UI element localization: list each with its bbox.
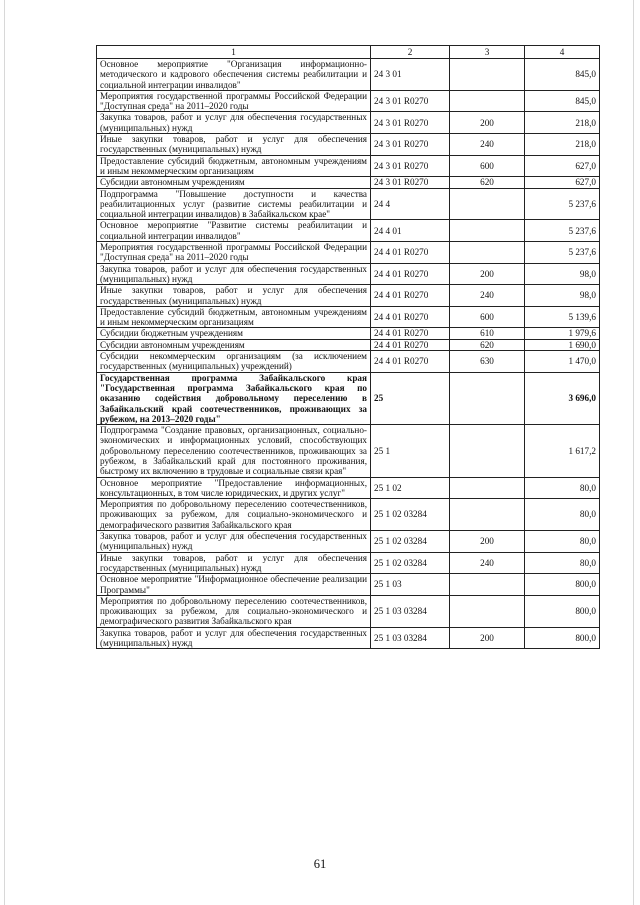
- table-row: [97, 112, 600, 134]
- row-amount: 3 696,0: [525, 372, 600, 424]
- row-amount: 5 139,6: [525, 306, 600, 328]
- row-amount: 218,0: [525, 134, 600, 156]
- table-row: [97, 351, 600, 373]
- row-name: Предоставление субсидий бюджетным, автономным учреждениям и иным некоммерческим организациям: [97, 306, 371, 328]
- row-name: Основное мероприятие "Информационное обеспечение реализации Программы": [97, 574, 371, 596]
- table-row: [97, 263, 600, 285]
- row-expense-type: 610: [450, 328, 525, 339]
- row-amount: 1 690,0: [525, 339, 600, 350]
- row-amount: 98,0: [525, 285, 600, 307]
- table-row: [97, 220, 600, 242]
- table-row: [97, 285, 600, 307]
- row-name: Мероприятия по добровольному переселению соотечественников, проживающих за рубежом, для социально-экономического и демографического развития Забайкальского края: [97, 499, 371, 531]
- row-name: Предоставление субсидий бюджетным, автономным учреждениям и иным некоммерческим организациям: [97, 155, 371, 177]
- row-expense-type: [450, 425, 525, 477]
- row-expense-type: [450, 595, 525, 627]
- row-expense-type: 600: [450, 155, 525, 177]
- row-name: Иные закупки товаров, работ и услуг для обеспечения государственных (муниципальных) нужд: [97, 552, 371, 574]
- row-code: 24 4 01 R0270: [371, 306, 450, 328]
- row-name: Закупка товаров, работ и услуг для обеспечения государственных (муниципальных) нужд: [97, 531, 371, 553]
- header-col-3: 3: [450, 46, 525, 59]
- row-expense-type: 240: [450, 285, 525, 307]
- row-amount: 845,0: [525, 90, 600, 112]
- row-amount: 80,0: [525, 499, 600, 531]
- row-amount: 218,0: [525, 112, 600, 134]
- table-row: [97, 155, 600, 177]
- row-amount: 80,0: [525, 552, 600, 574]
- row-expense-type: [450, 477, 525, 499]
- row-code: 25 1 03 03284: [371, 627, 450, 649]
- table-row: [97, 499, 600, 531]
- table-row: [97, 188, 600, 220]
- row-amount: 5 237,6: [525, 188, 600, 220]
- row-name: Субсидии бюджетным учреждениям: [97, 328, 371, 339]
- row-code: 24 4 01 R0270: [371, 328, 450, 339]
- table-row: [97, 134, 600, 156]
- table-row: [97, 59, 600, 91]
- row-amount: 80,0: [525, 477, 600, 499]
- row-amount: 98,0: [525, 263, 600, 285]
- row-code: 24 4 01 R0270: [371, 263, 450, 285]
- row-name: Закупка товаров, работ и услуг для обеспечения государственных (муниципальных) нужд: [97, 263, 371, 285]
- row-code: 25 1 03: [371, 574, 450, 596]
- table-row: [97, 372, 600, 424]
- row-amount: 80,0: [525, 531, 600, 553]
- row-expense-type: 630: [450, 351, 525, 373]
- header-col-2: 2: [371, 46, 450, 59]
- row-name: Мероприятия государственной программы Российской Федерации "Доступная среда" на 2011–2020 годы: [97, 242, 371, 264]
- row-expense-type: [450, 372, 525, 424]
- scan-edge-left: [4, 0, 5, 905]
- row-code: 24 3 01 R0270: [371, 177, 450, 188]
- table-row: [97, 328, 600, 339]
- row-expense-type: 620: [450, 177, 525, 188]
- row-expense-type: [450, 574, 525, 596]
- row-expense-type: 200: [450, 531, 525, 553]
- page-number: 61: [313, 857, 327, 871]
- row-name: Подпрограмма "Создание правовых, организационных, социально-экономических и информационных условий, способствующих добровольному переселению соотечественников, проживающих за рубежом, в Забайкальский край для постоянного проживания, быстрому их включению в трудовые и социальные связи края": [97, 425, 371, 477]
- row-expense-type: [450, 59, 525, 91]
- row-code: 24 4 01: [371, 220, 450, 242]
- row-code: 25 1 02 03284: [371, 531, 450, 553]
- table-row: [97, 552, 600, 574]
- row-code: 25 1: [371, 425, 450, 477]
- row-code: 24 3 01 R0270: [371, 134, 450, 156]
- row-name: Мероприятия государственной программы Российской Федерации "Доступная среда" на 2011–2020 годы: [97, 90, 371, 112]
- row-name: Субсидии автономным учреждениям: [97, 339, 371, 350]
- row-amount: 5 237,6: [525, 242, 600, 264]
- table-row: [97, 627, 600, 649]
- row-name: Мероприятия по добровольному переселению соотечественников, проживающих за рубежом, для социально-экономического и демографического развития Забайкальского края: [97, 595, 371, 627]
- row-name: Государственная программа Забайкальского края "Государственная программа Забайкальского края по оказанию содействия добровольному переселению в Забайкальский край соотечественников, проживающих за рубежом, на 2013–2020 годы": [97, 372, 371, 424]
- row-name: Иные закупки товаров, работ и услуг для обеспечения государственных (муниципальных) нужд: [97, 285, 371, 307]
- table-row: [97, 339, 600, 350]
- header-col-4: 4: [525, 46, 600, 59]
- table-row: [97, 242, 600, 264]
- row-name: Основное мероприятие "Предоставление информационных, консультационных, в том числе юридических, и других услуг": [97, 477, 371, 499]
- row-amount: 800,0: [525, 627, 600, 649]
- table-row: [97, 425, 600, 477]
- row-name: Субсидии некоммерческим организациям (за исключением государственных (муниципальных) учреждений): [97, 351, 371, 373]
- row-code: 25: [371, 372, 450, 424]
- table-row: [97, 531, 600, 553]
- row-name: Иные закупки товаров, работ и услуг для обеспечения государственных (муниципальных) нужд: [97, 134, 371, 156]
- row-expense-type: 240: [450, 552, 525, 574]
- row-expense-type: 200: [450, 112, 525, 134]
- table-row: [97, 595, 600, 627]
- row-name: Закупка товаров, работ и услуг для обеспечения государственных (муниципальных) нужд: [97, 627, 371, 649]
- row-code: 24 4 01 R0270: [371, 351, 450, 373]
- row-name: Основное мероприятие "Развитие системы реабилитации и социальной интеграции инвалидов": [97, 220, 371, 242]
- row-expense-type: 200: [450, 627, 525, 649]
- table-row: [97, 90, 600, 112]
- table-header-row: [97, 46, 600, 59]
- row-amount: 1 470,0: [525, 351, 600, 373]
- row-code: 24 3 01 R0270: [371, 112, 450, 134]
- table-row: [97, 574, 600, 596]
- row-expense-type: 600: [450, 306, 525, 328]
- row-expense-type: [450, 499, 525, 531]
- header-col-1: 1: [97, 46, 371, 59]
- row-code: 25 1 03 03284: [371, 595, 450, 627]
- row-expense-type: 620: [450, 339, 525, 350]
- row-code: 24 4 01 R0270: [371, 339, 450, 350]
- row-amount: 627,0: [525, 155, 600, 177]
- budget-table: [96, 45, 600, 649]
- row-amount: 1 617,2: [525, 425, 600, 477]
- row-expense-type: [450, 188, 525, 220]
- row-amount: 845,0: [525, 59, 600, 91]
- table-body: [97, 59, 600, 649]
- row-name: Основное мероприятие "Организация информационно-методического и кадрового обеспечения системы реабилитации и социальной интеграции инвалидов": [97, 59, 371, 91]
- row-expense-type: 240: [450, 134, 525, 156]
- row-amount: 1 979,6: [525, 328, 600, 339]
- row-code: 24 4 01 R0270: [371, 242, 450, 264]
- row-amount: 5 237,6: [525, 220, 600, 242]
- table-row: [97, 177, 600, 188]
- row-name: Подпрограмма "Повышение доступности и качества реабилитационных услуг (развитие системы реабилитации и социальной интеграции инвалидов) в Забайкальском крае": [97, 188, 371, 220]
- row-name: Субсидии автономным учреждениям: [97, 177, 371, 188]
- row-code: 24 3 01 R0270: [371, 90, 450, 112]
- row-code: 25 1 02: [371, 477, 450, 499]
- row-code: 25 1 02 03284: [371, 552, 450, 574]
- row-code: 24 4: [371, 188, 450, 220]
- row-amount: 627,0: [525, 177, 600, 188]
- row-amount: 800,0: [525, 595, 600, 627]
- row-code: 24 4 01 R0270: [371, 285, 450, 307]
- row-code: 24 3 01: [371, 59, 450, 91]
- row-name: Закупка товаров, работ и услуг для обеспечения государственных (муниципальных) нужд: [97, 112, 371, 134]
- row-expense-type: [450, 220, 525, 242]
- row-code: 24 3 01 R0270: [371, 155, 450, 177]
- row-expense-type: 200: [450, 263, 525, 285]
- row-expense-type: [450, 90, 525, 112]
- scan-edge-right: [633, 0, 634, 905]
- row-expense-type: [450, 242, 525, 264]
- table-row: [97, 477, 600, 499]
- row-code: 25 1 02 03284: [371, 499, 450, 531]
- row-amount: 800,0: [525, 574, 600, 596]
- table-row: [97, 306, 600, 328]
